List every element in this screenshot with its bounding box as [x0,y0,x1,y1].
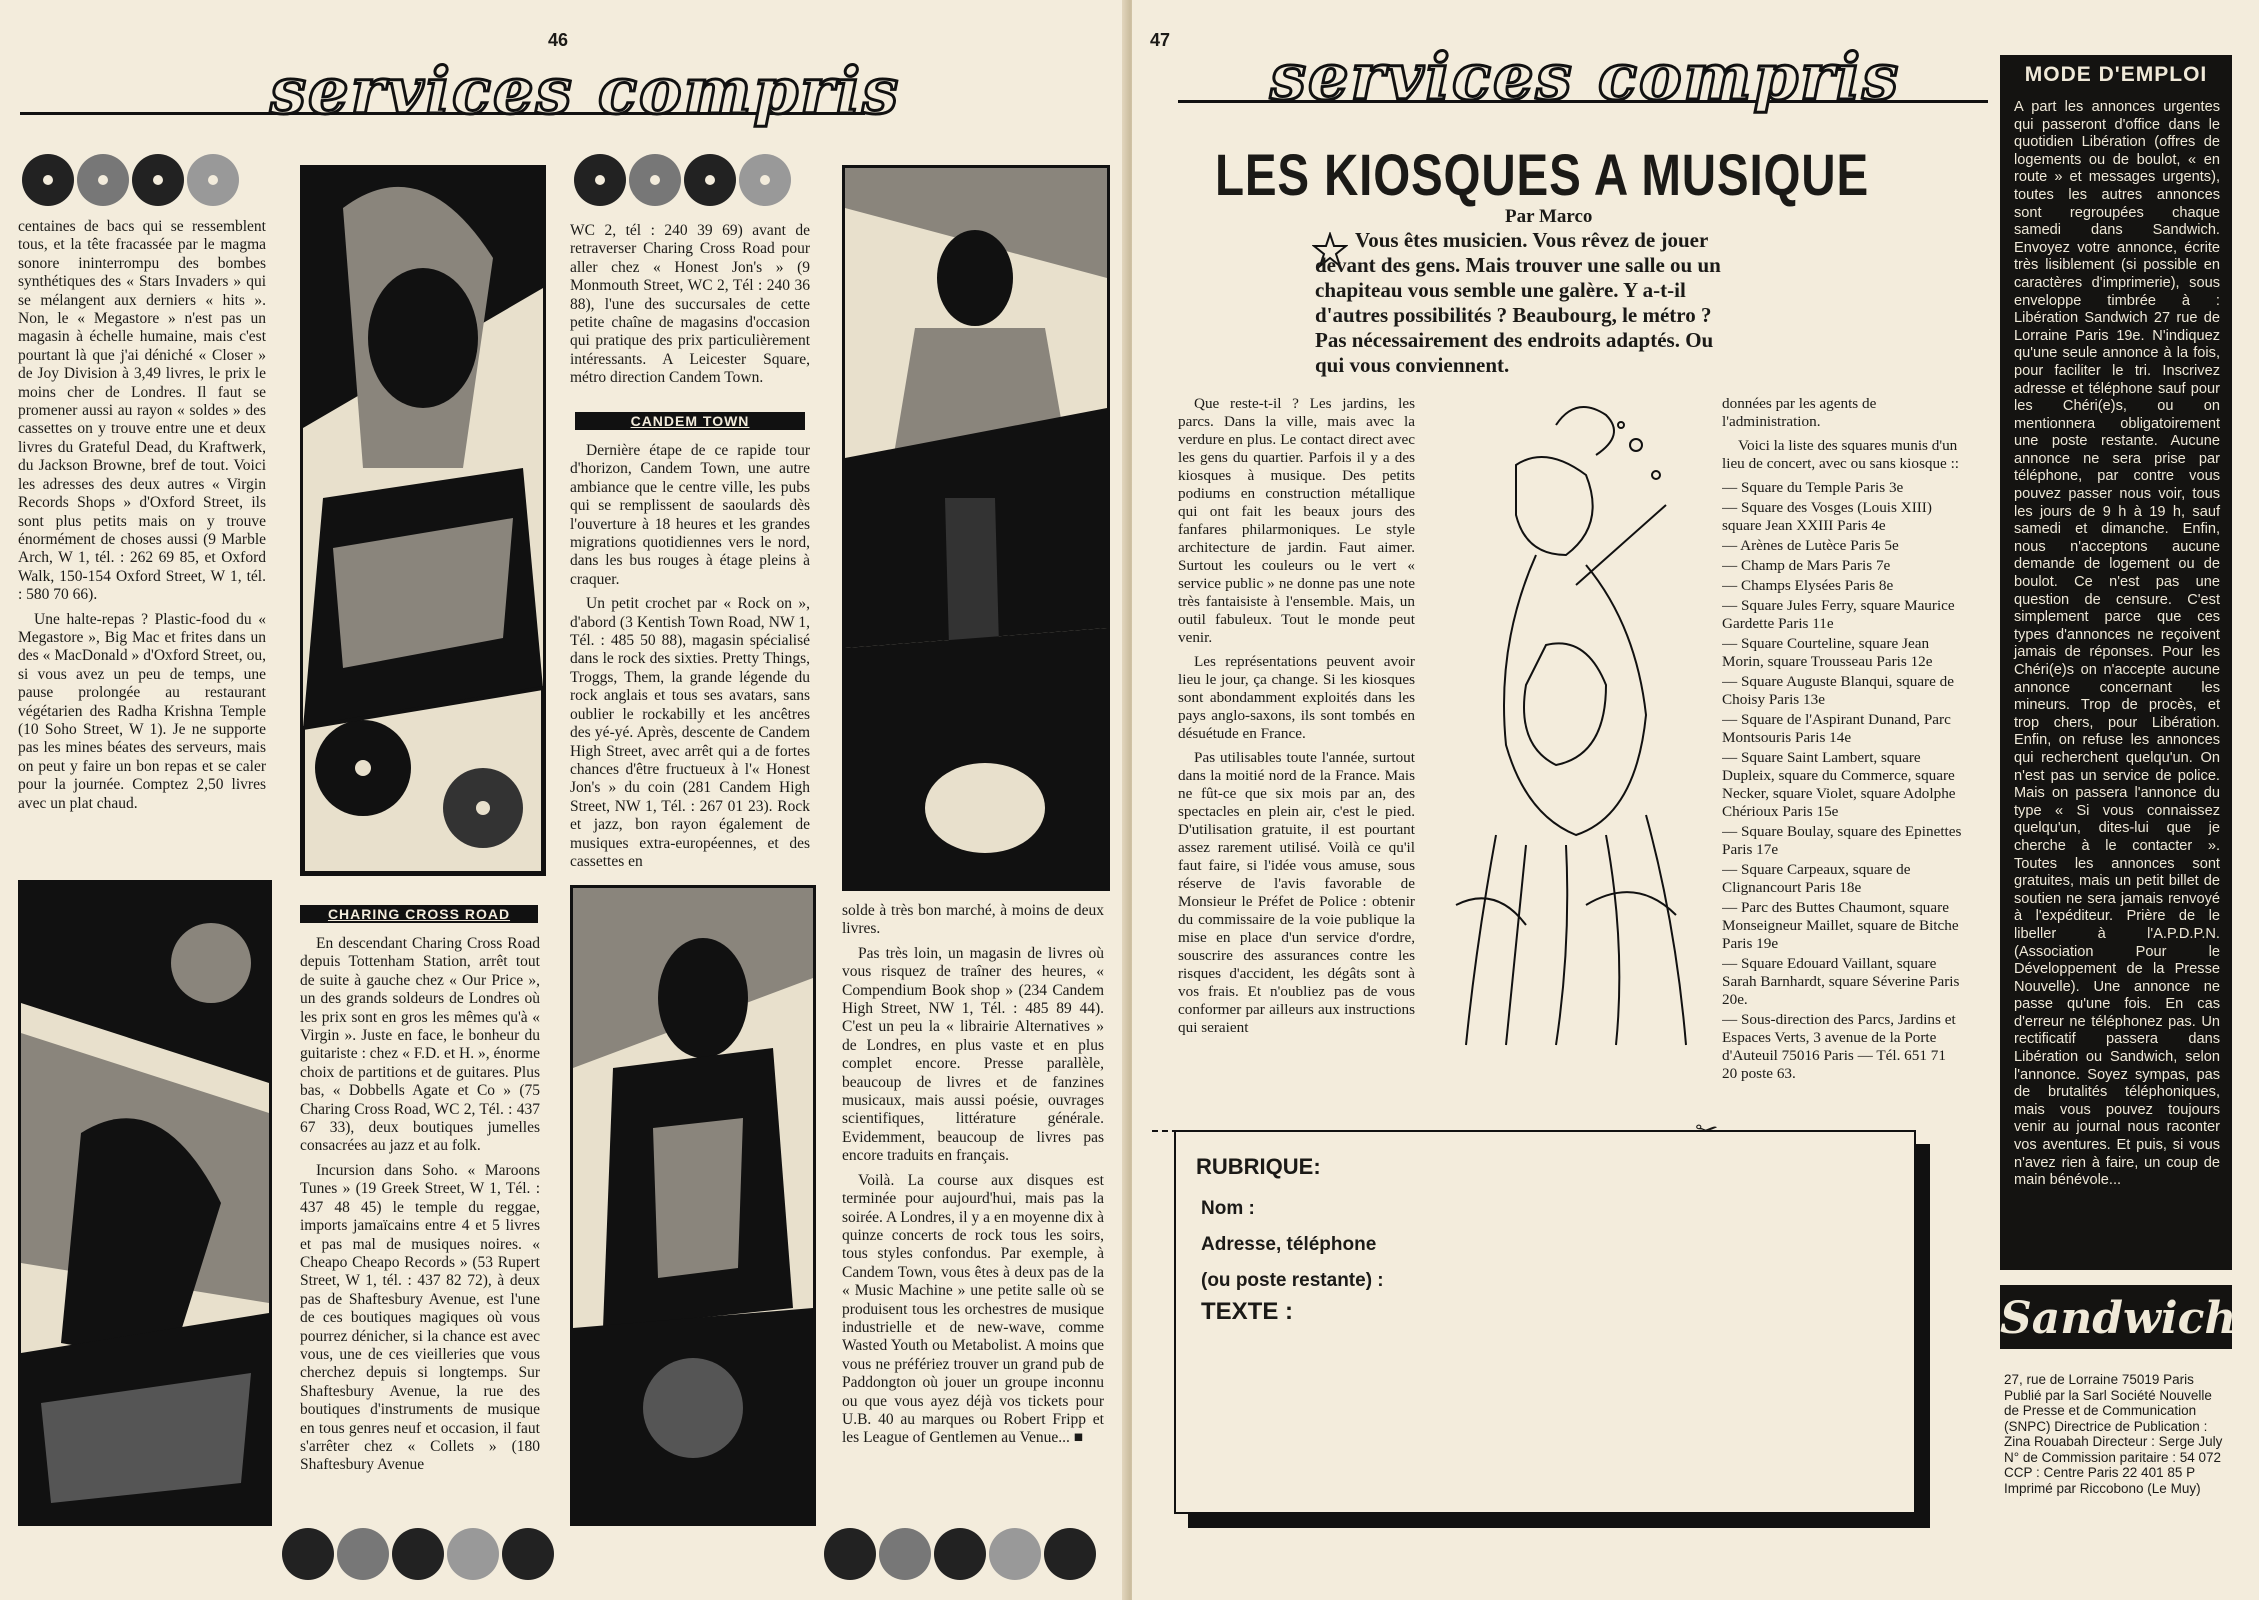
coupon-form [1174,1130,1916,1514]
square-item: — Square Carpeaux, square de Clignancourt Paris 18e [1722,861,1911,896]
records-strip-bottom-right [820,1524,1110,1582]
records-strip-top-right [570,150,820,208]
sidebar-text: A part les annonces urgentes qui passeront d'office dans le quotidien Libération (offres de logements ou de boulot, « en route » et messages urgents), toutes les autres annonces sont regroupées chaque samedi dans Sandwich. Envoyez votre annonce, écrite très lisiblement (si possible en caractères d'imprimerie), sous enveloppe timbrée à : Libération Sandwich 27 rue de Lorraine Paris 19e. N'indiquez qu'une seule annonce à la fois, pour faciliter le tri. Inscrivez adresse et téléphone sauf pour les Chéri(e)s, ou on mentionnera obligatoirement une poste restante. Aucune annonce ne sera prise par téléphone, par contre vous pouvez passer nous voir, tous les jours de 9 h à 19 h, sauf samedi et dimanche. Enfin, nous n'acceptons aucune demande de logement ou de boulot. Ce n'est pas une question de censure. C'est simplement parce que ces types d'annonces ne reçoivent jamais de réponses. Pour les Chéri(e)s on n'accepte aucune annonce concernant les mineurs. Trop de procès, et trop chers, pour Libération. Enfin, on refuse les annonces qui recherchent quelqu'un. On n'est pas un service de police. Mais on passera l'annonce du type « Si vous connaissez quelqu'un, dites-lui que je cherche à le contacter ». Toutes les annonces sont gratuites, mais un petit billet de soutien ne sera jamais renvoyé à l'expéditeur. Prière de le libeller à l'A.P.D.P.N. (Association Pour le Développement de la Presse Nouvelle). Une annonce ne passe qu'une fois. En cas d'erreur ne téléphonez pas. Un rectificatif passera dans Libération ou Sandwich, selon l'annonce. Soyez sympas, pas de brutalités téléphoniques, mais vous pouvez toujours venir au journal nous raconter vos aventures. Et puis, si vous n'avez rien à faire, un coup de main bénévole... [2014,99,2220,1189]
col1-paragraph-2: Une halte-repas ? Plastic-food du « Megastore », Big Mac et frites dans un des « MacDonald » d'Oxford Street, ou, si vous avez un peu de temps, une pause prolongée au restaurant végétarien des Radha Krishna Temple (10 Soho Street, W 1). Je ne supporte pas les mines béates des serveurs, mais on peut y faire un bon repas et se caler pour la journée. Comptez 2,50 livres avec un plat chaud. [18,610,266,812]
article-column-a [1178,395,1415,1080]
col2-paragraph-1: En descendant Charing Cross Road depuis Tottenham Station, arrêt tout de suite à gauche chez « Our Price », un des grands soldeurs de Londres où les prix sont en gros les mêmes qu'à « Virgin ». Juste en face, le bonheur du guitariste : chez « F.D. et H. », énorme choix de partitions et de guitares. Plus bas, « Dobbells Agate et Co » (75 Charing Cross Road, WC 2, Tél. : 437 67 33), deux boutiques jumelles consacrées au jazz et au folk. [300,935,540,1155]
article-column-2 [300,935,540,1507]
article-column-1 [18,218,266,870]
page-number-left: 46 [548,30,569,50]
square-item: — Square des Vosges (Louis XIII) square Jean XXIII Paris 4e [1722,499,1932,534]
article-column-3-top [570,222,810,397]
square-item: — Square Boulay, square des Epinettes Paris 17e [1722,823,1962,858]
squares-list [1722,479,1962,1083]
records-strip-bottom-mid [278,1524,568,1582]
form-texte-label: TEXTE : [1201,1298,1294,1325]
colB-paragraph-1: données par les agents de l'administration. [1722,395,1877,430]
article-column-4 [842,902,1104,1522]
col4-paragraph-1: solde à très bon marché, à moins de deux livres. [842,902,1104,938]
records-strip-top-left [18,150,268,208]
section-head-candem-town: CANDEM TOWN [575,412,805,430]
illustration-band-bottom-left [18,880,272,1526]
colA-paragraph-2: Les représentations peuvent avoir lieu le jour, ça change. Si les kiosques sont abondamment exploités dans les pays anglo-saxons, ils sont tombés en désuétude en France. [1178,653,1415,742]
square-item: — Square Courteline, square Jean Morin, square Trousseau Paris 12e [1722,635,1933,670]
article-byline: Par Marco [1505,206,1593,227]
form-rubrique-label: RUBRIQUE: [1196,1154,1321,1179]
sidebar-title: MODE D'EMPLOI [2024,63,2208,86]
square-item: — Arènes de Lutèce Paris 5e [1722,537,1899,554]
article-column-b [1722,395,1962,1085]
square-item: — Square Edouard Vaillant, square Sarah Barnhardt, square Séverine Paris 20e. [1722,955,1960,1008]
article-headline: LES KIOSQUES A MUSIQUE [1215,143,1870,208]
illustration-rocker-top-right [842,165,1110,891]
form-address-label: Adresse, téléphone [1201,1234,1377,1255]
col3-paragraph-1: WC 2, tél : 240 39 69) avant de retraverser Charing Cross Road pour aller chez « Honest Jon's » (9 Monmouth Street, WC 2, Tél : 240 36 88), l'une des succursales de cette petite chaîne de magasins d'occasion qui pratique des prix particulièrement intéressants. A Leicester Square, métro direction Candem Town. [570,222,810,387]
form-poste-label: (ou poste restante) : [1201,1270,1384,1291]
square-item: — Square de l'Aspirant Dunand, Parc Montsouris Paris 14e [1722,711,1951,746]
mode-emploi-sidebar [2000,55,2232,1270]
square-item: — Sous-direction des Parcs, Jardins et Espaces Verts, 3 avenue de la Porte d'Auteuil 75016 Paris — Tél. 651 71 20 poste 63. [1722,1011,1956,1082]
imprint-text: 27, rue de Lorraine 75019 Paris Publié par la Sarl Société Nouvelle de Presse et de Communication (SNPC) Directrice de Publication : Zina Rouabah Directeur : Serge July N° de Commission paritaire : 54 072 CCP : Centre Paris 22 401 85 P Imprimé par Riccobono (Le Muy) [2004,1372,2223,1496]
illustration-violinist [1436,385,1716,1050]
sandwich-logo [2000,1285,2237,1349]
col3-paragraph-3: Un petit crochet par « Rock on », d'abord (3 Kentish Town Road, NW 1, Tél. : 485 50 88), magasin spécialisé dans le rock des sixties. Pretty Things, Troggs, Them, la grande légende du rock anglais et tous ses avatars, sans oublier le rockabilly et les ancêtres des yé-yé. Après, descente de Candem High Street, avec arrêt qui a de fortes chances d'être fructueux à l'« Honest Jon's » du coin (281 Candem High Street, NW 1, Tél. : 267 01 23). Rock et jazz, bon rayon également de musiques extra-européennes, et des cassettes en [570,595,810,870]
square-item: — Square Saint Lambert, square Dupleix, square du Commerce, square Necker, square Violet, square Adolphe Chérioux Paris 15e [1722,749,1956,820]
square-item: — Square Jules Ferry, square Maurice Gardette Paris 11e [1722,597,1955,632]
col4-paragraph-3: Voilà. La course aux disques est terminée pour aujourd'hui, mais pas la soirée. A Londres, il y a en moyenne dix à quinze concerts de rock tous les soirs, tous styles confondus. Par exemple, à Candem Town, vous êtes à deux pas de la « Music Machine » une petite salle où se produisent tous les orchestres de musique industrielle et de new-wave, comme Wasted Youth ou Metabolist. A moins que vous ne préfériez trouver un grand pub de Paddongton où jouer un groupe inconnu ou que vous ayez déjà vos tickets pour U.B. 40 au marques ou Robert Fripp et les League of Gentlemen au Venue... ■ [842,1171,1104,1447]
col4-paragraph-2: Pas très loin, un magasin de livres où vous risquez de traîner des heures, « Compendium Book shop » (234 Candem High Street, NW 1, Tél. : 485 89 44). C'est un peu la « librairie Alternatives » de Londres, en plus vaste et en plus complet encore. Presse parallèle, beaucoup de livres et de fanzines musicaux, mais aussi poésie, ouvrages scientifiques, littérature générale. Evidemment, beaucoup de livres pas encore traduits en français. [842,944,1104,1165]
illustration-guitarist-bottom [570,885,816,1526]
square-item: — Champs Elysées Paris 8e [1722,577,1894,594]
section-head-charing-cross: CHARING CROSS ROAD [300,905,538,923]
article-column-3 [570,442,810,882]
col1-paragraph-1: centaines de bacs qui se ressemblent tous, et la tête fracassée par le magma sonore ininterrompu des bombes synthétiques des « Stars Invaders » qui se mélangent aux derniers « hits ». Non, le « Megastore » n'est pas un magasin à échelle humaine, mais c'est pourtant là que j'ai déniché « Closer » de Joy Division à 3,49 livres, le prix le moins cher de Londres. Il faut se promener aussi au rayon « soldes » des cassettes on y trouve entre une et deux livres du Grateful Dead, du Kraftwerk, du Jackson Browne, bref de tout. Voici les adresses des deux autres « Virgin Records Shops » d'Oxford Street, ils sont plus petits mais on y trouve énormément de choses aussi (9 Marble Arch, W 1, tél. : 262 69 85, et Oxford Walk, 150-154 Oxford Street, W 1, tél. : 580 70 66). [18,218,266,604]
article-intro-text: Vous êtes musicien. Vous rêvez de jouer devant des gens. Mais trouver une salle ou un chapiteau vous semble une galère. Y a-t-il d'autres possibilités ? Beaubourg, le métro ? Pas nécessairement des endroits adaptés. Ou qui vous conviennent. [1315,228,1721,377]
col2-paragraph-2: Incursion dans Soho. « Maroons Tunes » (19 Greek Street, W 1, Tél. : 437 48 45) le temple du reggae, imports jamaïcains entre 4 et 5 livres et pas mal de musiques noires. « Cheapo Cheapo Records » (53 Rupert Street, W 1, tél. : 437 82 72), à deux pas de Shaftesbury Avenue, est l'une de ces boutiques magiques où vous pourrez dénicher, si la chance est avec vous, une de ces vieilleries que vous cherchez depuis si longtemps. Sur Shaftesbury Avenue, la rue des boutiques d'instruments de musique en tous genres neuf et occasion, il faut s'arrêter chez « Collets » (180 Shaftesbury Avenue [300,1161,540,1474]
illustration-guitarist-top [300,165,546,876]
masthead-left: services compris [270,54,901,129]
square-item: — Parc des Buttes Chaumont, square Monseigneur Maillet, square de Bitche Paris 19e [1722,899,1959,952]
square-item: — Square du Temple Paris 3e [1722,479,1904,496]
article-intro [1315,228,1740,378]
square-item: — Square Auguste Blanqui, square de Choisy Paris 13e [1722,673,1954,708]
colA-paragraph-1: Que reste-t-il ? Les jardins, les parcs. Dans la ville, mais avec la verdure en plus. Le contact direct avec les gens du quartier. Parfois il y a des kiosques à musique. Des petits podiums en construction métallique qui ont fait les beaux jours des fanfares philarmoniques. Le style architecture de jardin. Faut aimer. Surtout les couleurs ou le vert « service public » ne donne pas une note très fantaisiste à l'ensemble. Mais, un outil fabuleux. Tout le monde peut venir. [1178,395,1415,646]
square-item: — Champ de Mars Paris 7e [1722,557,1891,574]
masthead-right: services compris [1270,40,1901,115]
form-name-label: Nom : [1201,1198,1255,1219]
page-number-right: 47 [1150,30,1171,50]
sandwich-logo-text: Sandwich [2000,1293,2237,1344]
col3-paragraph-2: Dernière étape de ce rapide tour d'horizon, Candem Town, une autre ambiance que le centre ville, les pubs qui se remplissent de saoulards dès l'ouverture à 18 heures et les grandes migrations quotidiennes vers le nord, dans les bus rouges à étage pleins à craquer. [570,442,810,588]
colA-paragraph-3: Pas utilisables toute l'année, surtout dans la moitié nord de la France. Mais ne fût-ce que six mois par an, des spectacles en plein air, c'est le pied. D'utilisation gratuite, il est pourtant assez rarement utilisé. Voilà ce qu'il faut faire, si l'idée vous amuse, sous réserve de l'avis favorable de Monsieur le Préfet de Police : obtenir du commissaire de la voie publique la mise en place d'un service d'ordre, souscrire des assurances contre les risques d'accident, les dégâts sont à vos frais. Et n'oubliez pas de vous conformer par ailleurs aux instructions qui seraient [1178,749,1415,1036]
colB-paragraph-2: Voici la liste des squares munis d'un lieu de concert, avec ou sans kiosque :: [1722,437,1960,472]
